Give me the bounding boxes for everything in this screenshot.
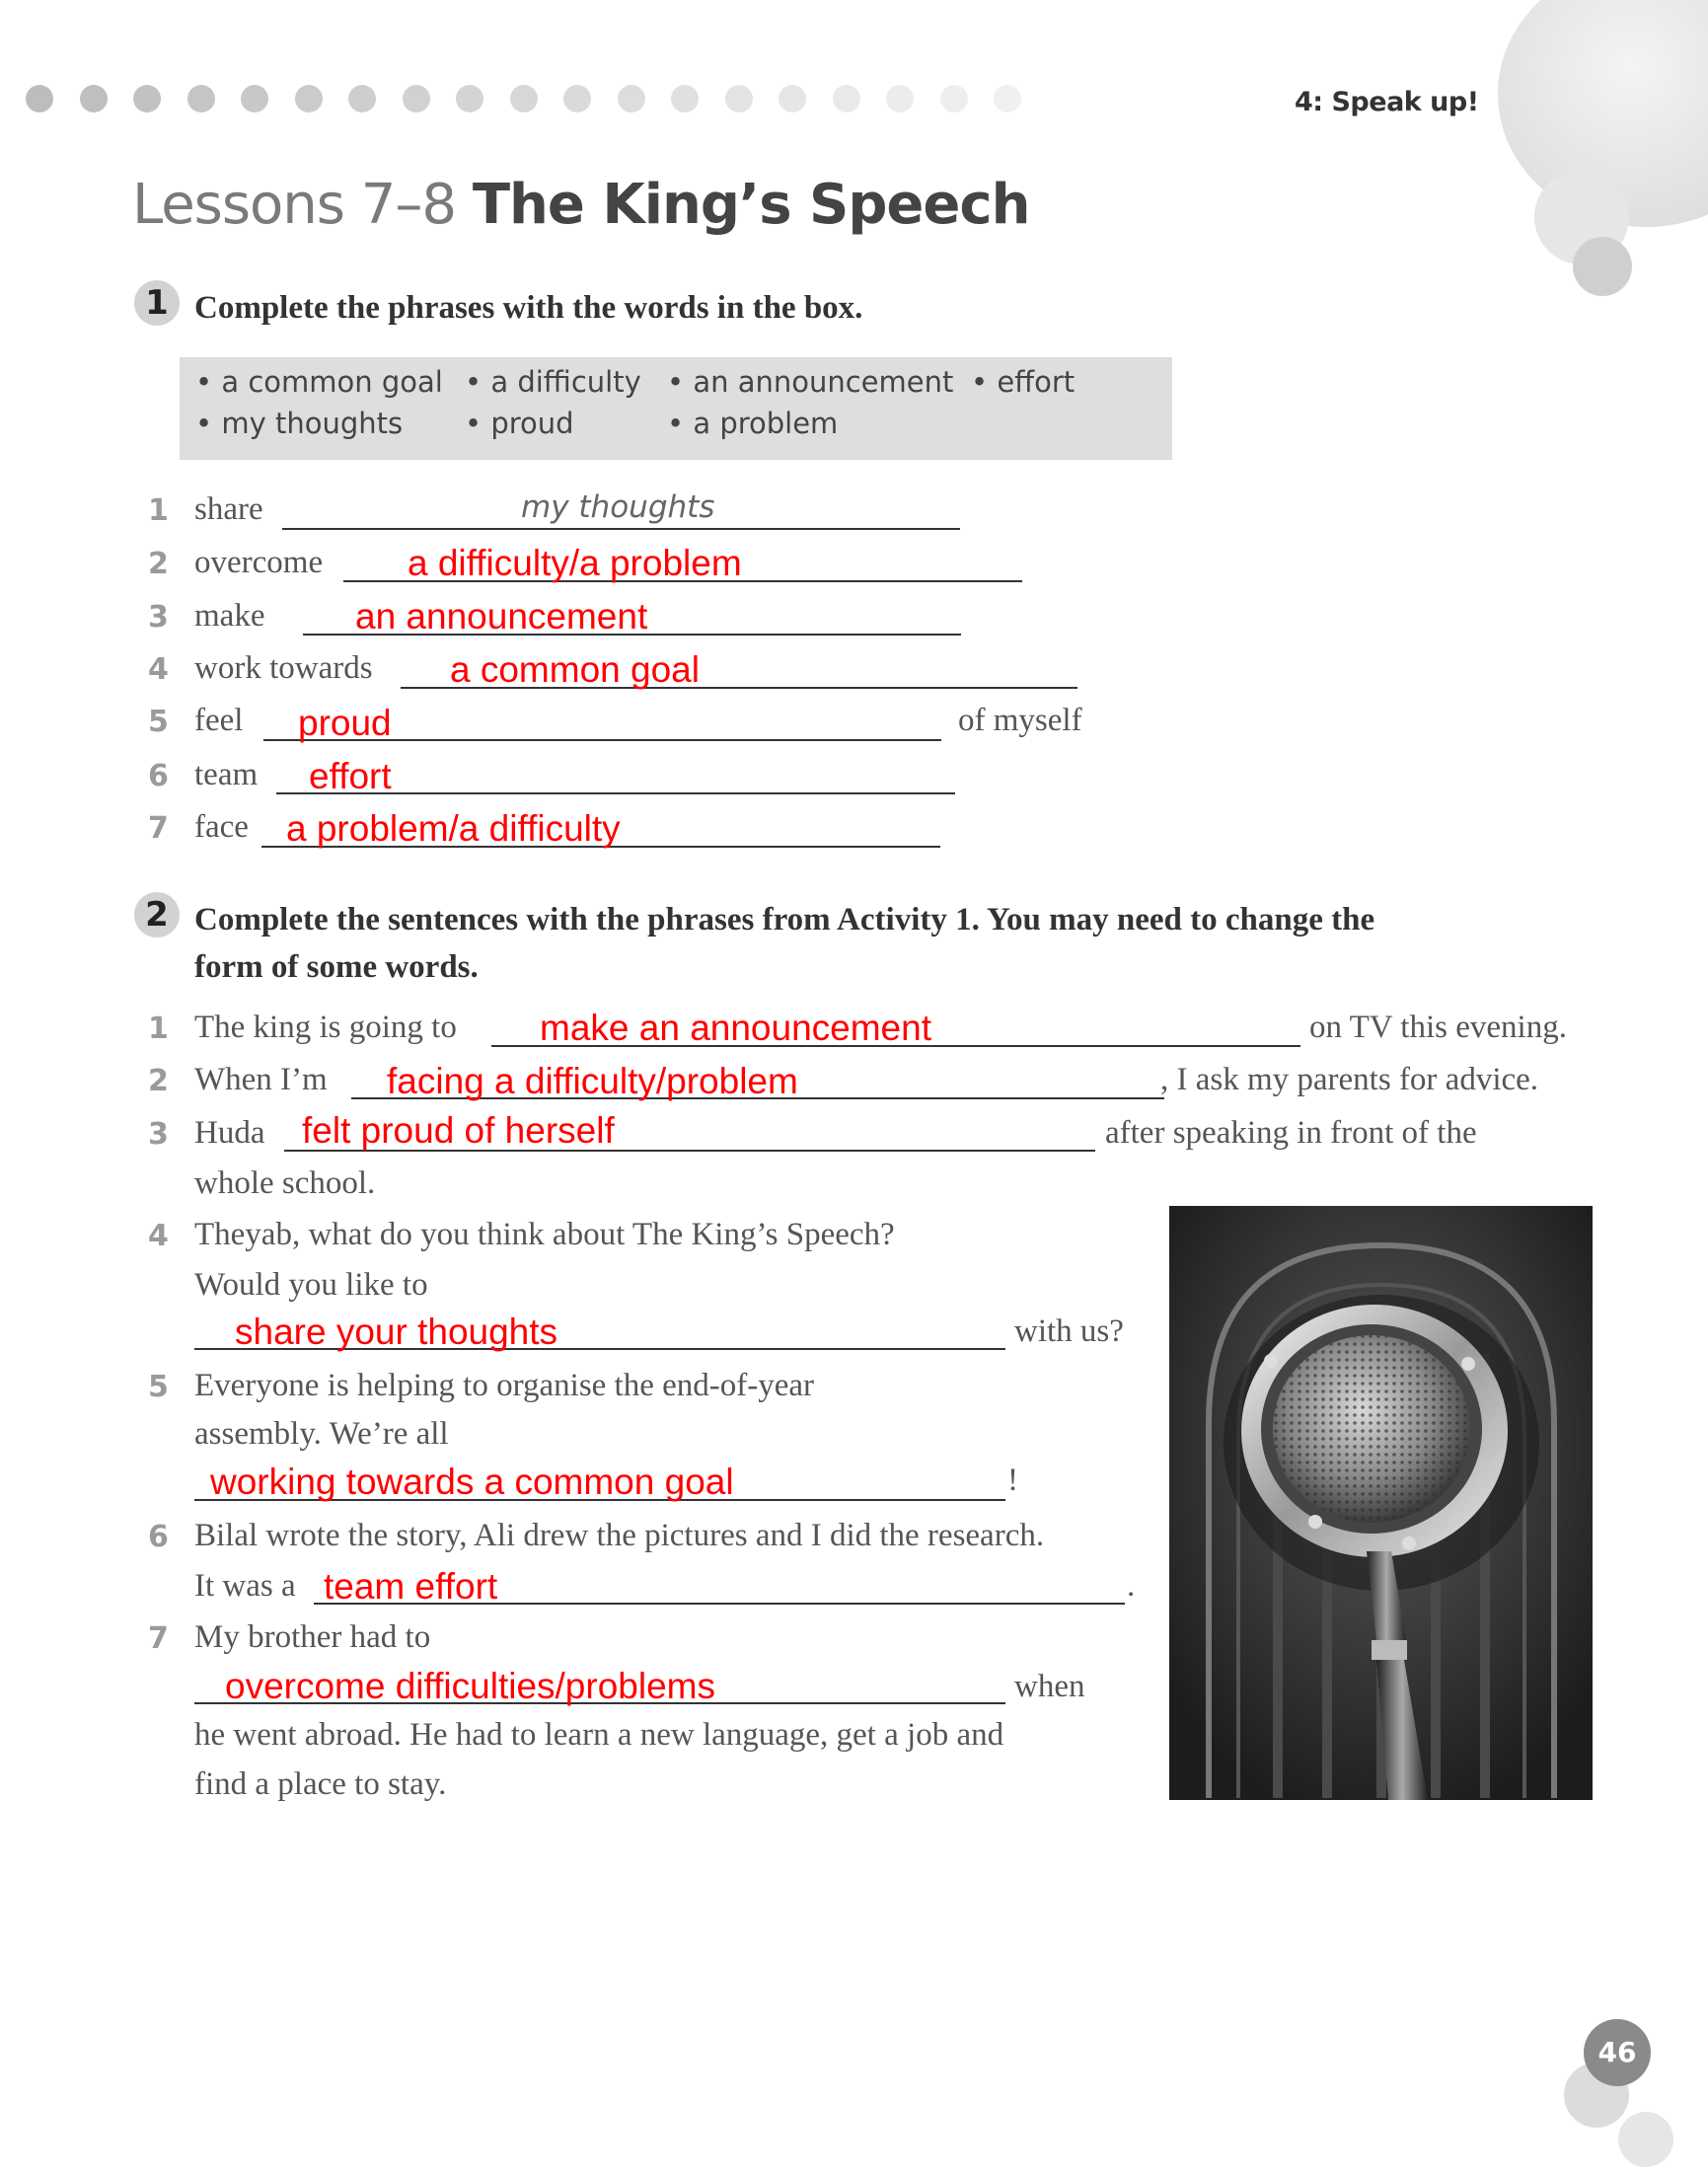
dot <box>26 85 53 112</box>
answer-field[interactable]: effort <box>309 756 392 796</box>
sentence-text: The king is going to <box>194 1010 457 1045</box>
dot <box>510 85 538 112</box>
dot <box>671 85 699 112</box>
item-number: 2 <box>148 547 169 581</box>
sentence-text: My brother had to <box>194 1619 431 1655</box>
dot <box>348 85 376 112</box>
answer-field[interactable]: facing a difficulty/problem <box>387 1061 798 1101</box>
sentence-text: Theyab, what do you think about The King’s Speech? <box>194 1217 895 1252</box>
word-box-item: • a common goal <box>195 365 443 399</box>
dot <box>779 85 806 112</box>
answer-field[interactable]: an announcement <box>355 596 648 637</box>
activity-2-badge: 2 <box>134 892 180 937</box>
answer-field[interactable]: overcome difficulties/problems <box>225 1666 715 1706</box>
decorative-circle-small <box>1573 237 1632 296</box>
answer-field[interactable]: felt proud of herself <box>302 1110 615 1151</box>
answer-field[interactable]: team effort <box>324 1566 498 1607</box>
item-number: 7 <box>148 1621 169 1656</box>
word-box-item: • proud <box>465 407 574 440</box>
item-number: 4 <box>148 652 169 687</box>
phrase-text: share <box>194 491 263 527</box>
phrase-text: feel <box>194 703 244 738</box>
dot <box>80 85 108 112</box>
sentence-text-after: with us? <box>1014 1313 1124 1349</box>
item-number: 7 <box>148 811 169 846</box>
item-number: 6 <box>148 759 169 793</box>
dot <box>133 85 161 112</box>
answer-field[interactable]: a common goal <box>450 649 700 690</box>
phrase-text-after: of myself <box>958 703 1082 738</box>
word-box-item: • effort <box>971 365 1076 399</box>
sentence-text: Bilal wrote the story, Ali drew the pictures and I did the research. <box>194 1518 1045 1553</box>
sentence-text: It was a <box>194 1568 296 1604</box>
dot <box>618 85 645 112</box>
activity-2-instruction-line1: Complete the sentences with the phrases from Activity 1. You may need to change the <box>194 902 1375 937</box>
lesson-title: The King’s Speech <box>472 173 1030 237</box>
item-number: 6 <box>148 1520 169 1554</box>
word-box <box>180 357 1172 460</box>
progress-dots <box>26 85 1021 112</box>
phrase-text: make <box>194 598 265 634</box>
dot <box>403 85 430 112</box>
word-box-item: • a problem <box>667 407 839 440</box>
dot <box>456 85 483 112</box>
dot <box>940 85 968 112</box>
sentence-text: Would you like to <box>194 1267 428 1303</box>
microphone-illustration <box>1169 1206 1593 1800</box>
word-box-item: • a difficulty <box>465 365 641 399</box>
answer-field[interactable]: a problem/a difficulty <box>286 808 621 849</box>
page-title <box>132 173 1029 237</box>
item-number: 1 <box>148 1012 169 1046</box>
item-number: 3 <box>148 600 169 635</box>
sentence-text-after: on TV this evening. <box>1309 1010 1567 1045</box>
dot <box>563 85 591 112</box>
answer-field[interactable]: share your thoughts <box>235 1312 558 1352</box>
sentence-text: When I’m <box>194 1062 328 1097</box>
sentence-text: Everyone is helping to organise the end-of-year <box>194 1368 815 1403</box>
item-number: 2 <box>148 1064 169 1098</box>
phrase-text: overcome <box>194 545 324 580</box>
item-number: 5 <box>148 705 169 739</box>
answer-field[interactable]: proud <box>298 703 392 743</box>
sentence-text: he went abroad. He had to learn a new language, get a job and <box>194 1717 1004 1753</box>
activity-2-instruction-line2: form of some words. <box>194 949 479 985</box>
sentence-text: assembly. We’re all <box>194 1416 449 1452</box>
word-box-item: • an announcement <box>667 365 954 399</box>
microphone-photo <box>1169 1206 1593 1800</box>
item-number: 5 <box>148 1370 169 1404</box>
sentence-text: Huda <box>194 1115 265 1151</box>
activity-1-badge: 1 <box>134 280 180 326</box>
answer-field[interactable]: make an announcement <box>540 1008 931 1048</box>
sentence-text-after: ! <box>1007 1462 1018 1498</box>
word-box-item: • my thoughts <box>195 407 404 440</box>
activity-1-instruction: Complete the phrases with the words in the box. <box>194 290 863 326</box>
answer-line <box>282 528 960 530</box>
dot <box>187 85 215 112</box>
dot <box>994 85 1021 112</box>
sentence-text-after: when <box>1014 1669 1085 1704</box>
dot <box>295 85 323 112</box>
unit-label: 4: Speak up! <box>1295 87 1479 117</box>
answer-field[interactable]: a difficulty/a problem <box>408 543 742 583</box>
item-number: 3 <box>148 1117 169 1152</box>
answer-field[interactable]: my thoughts <box>521 489 715 525</box>
item-number: 1 <box>148 493 169 528</box>
phrase-text: team <box>194 757 259 792</box>
decorative-circle-footer <box>1618 2112 1673 2167</box>
dot <box>833 85 860 112</box>
dot <box>886 85 914 112</box>
sentence-text-after: , I ask my parents for advice. <box>1160 1062 1539 1097</box>
sentence-text-continued: whole school. <box>194 1165 376 1201</box>
answer-field[interactable]: working towards a common goal <box>210 1462 734 1502</box>
sentence-text-after: . <box>1127 1568 1136 1604</box>
phrase-text: work towards <box>194 650 373 686</box>
sentence-text-after: after speaking in front of the <box>1105 1115 1477 1151</box>
dot <box>725 85 753 112</box>
phrase-text: face <box>194 809 249 845</box>
sentence-text: find a place to stay. <box>194 1766 447 1802</box>
page-number: 46 <box>1584 2019 1651 2086</box>
lesson-prefix: Lessons 7–8 <box>132 173 457 237</box>
dot <box>241 85 268 112</box>
item-number: 4 <box>148 1219 169 1253</box>
